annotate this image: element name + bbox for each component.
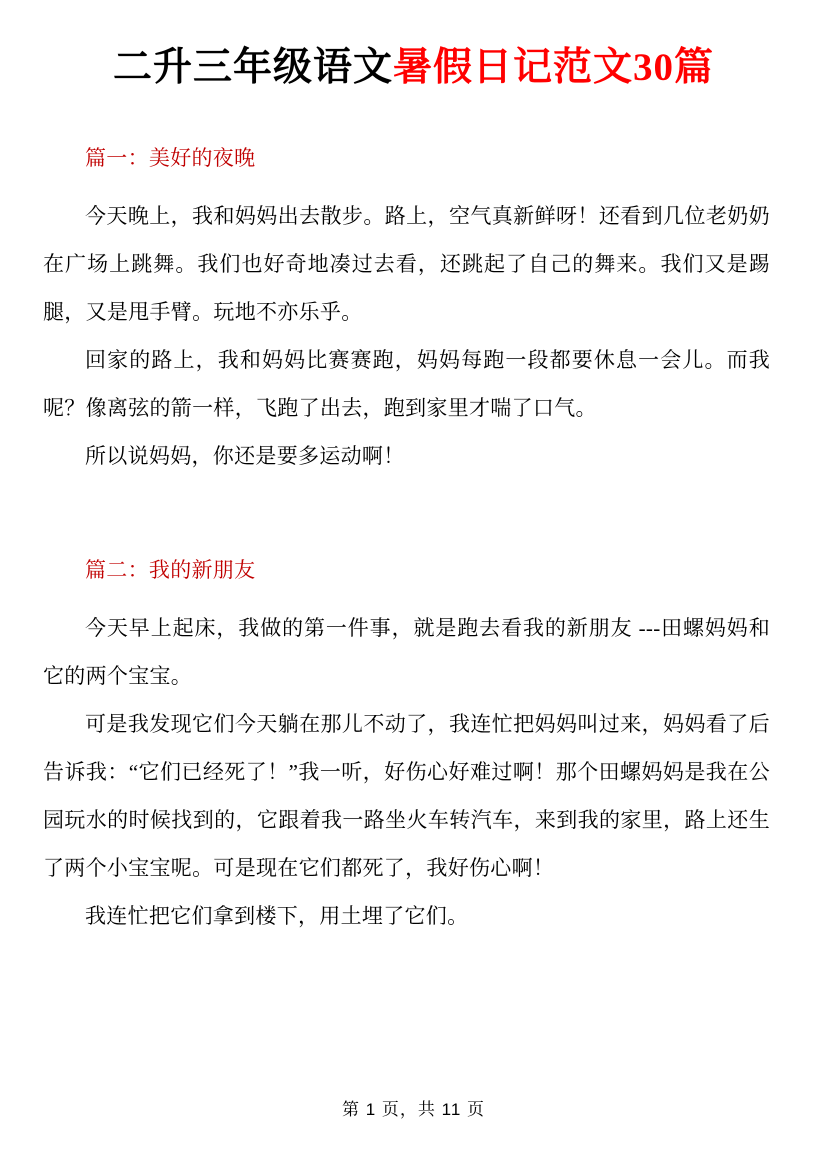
section-2-paragraph-1: 今天早上起床，我做的第一件事，就是跑去看我的新朋友 ---田螺妈妈和它的两个宝宝。 [43, 616, 770, 688]
section-2-heading: 篇二：我的新朋友 [85, 558, 256, 582]
page-title [0, 0, 827, 92]
section-1-paragraph-3: 所以说妈妈，你还是要多运动啊！ [85, 444, 405, 468]
section-essay-1 [43, 144, 770, 480]
page-title-black-part: 二升三年级语文 [112, 46, 393, 89]
section-2-paragraph-3: 我连忙把它们拿到楼下，用土埋了它们。 [85, 904, 469, 928]
section-1-paragraph-2: 回家的路上，我和妈妈比赛赛跑，妈妈每跑一段都要休息一会儿。而我呢？像离弦的箭一样，飞跑了出去，跑到家里才喘了口气。 [43, 348, 770, 420]
section-essay-2 [43, 556, 770, 940]
section-1-heading: 篇一：美好的夜晚 [85, 146, 256, 170]
page-footer [0, 1098, 827, 1122]
document-body [43, 144, 770, 940]
section-1-paragraph-1: 今天晚上，我和妈妈出去散步。路上，空气真新鲜呀！还看到几位老奶奶在广场上跳舞。我们也好奇地凑过去看，还跳起了自己的舞来。我们又是踢腿，又是甩手臂。玩地不亦乐乎。 [43, 204, 770, 324]
page-title-red-part: 暑假日记范文30篇 [393, 46, 715, 89]
section-2-paragraph-2: 可是我发现它们今天躺在那儿不动了，我连忙把妈妈叫过来，妈妈看了后告诉我：“它们已经死了！”我一听，好伤心好难过啊！那个田螺妈妈是我在公园玩水的时候找到的，它跟着我一路坐火车转汽车，来到我的家里，路上还生了两个小宝宝呢。可是现在它们都死了，我好伤心啊！ [43, 712, 770, 880]
page-number-text: 第 1 页，共 11 页 [342, 1100, 485, 1119]
